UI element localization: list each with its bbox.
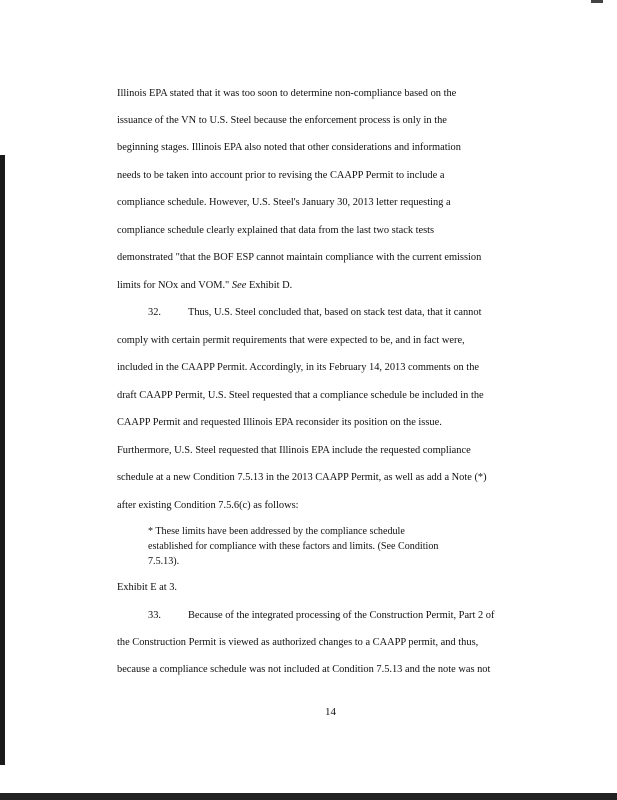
body-line <box>117 280 292 291</box>
page-number: 14 <box>325 706 336 718</box>
body-line: demonstrated "that the BOF ESP cannot maintain compliance with the current emission <box>117 252 482 263</box>
body-line: comply with certain permit requirements that were expected to be, and in fact were, <box>117 335 465 346</box>
body-text: Thus, U.S. Steel concluded that, based on stack test data, that it cannot <box>188 307 482 318</box>
body-line: compliance schedule. However, U.S. Steel's January 30, 2013 letter requesting a <box>117 197 451 208</box>
body-line: Furthermore, U.S. Steel requested that Illinois EPA include the requested compliance <box>117 445 471 456</box>
paragraph-32-first-line <box>148 307 481 318</box>
body-line: Exhibit E at 3. <box>117 582 178 593</box>
body-line: included in the CAAPP Permit. Accordingly, in its February 14, 2013 comments on the <box>117 362 479 373</box>
body-line: because a compliance schedule was not included at Condition 7.5.13 and the note was not <box>117 664 491 675</box>
body-line: draft CAAPP Permit, U.S. Steel requested that a compliance schedule be included in the <box>117 390 484 401</box>
body-line: compliance schedule clearly explained that data from the last two stack tests <box>117 225 435 236</box>
scan-artifact-top <box>591 0 603 3</box>
scan-artifact-left-edge <box>0 155 5 765</box>
body-line: issuance of the VN to U.S. Steel because the enforcement process is only in the <box>117 115 447 126</box>
body-text: Because of the integrated processing of the Construction Permit, Part 2 of <box>188 610 495 621</box>
body-text: limits for NOx and VOM." <box>117 280 230 291</box>
paragraph-number: 32. <box>148 307 161 318</box>
body-line: CAAPP Permit and requested Illinois EPA reconsider its position on the issue. <box>117 417 442 428</box>
body-line: after existing Condition 7.5.6(c) as follows: <box>117 500 299 511</box>
body-line: needs to be taken into account prior to revising the CAAPP Permit to include a <box>117 170 445 181</box>
citation-signal: See <box>231 280 247 291</box>
body-text: Exhibit D. <box>248 280 293 291</box>
body-line: beginning stages. Illinois EPA also noted that other considerations and information <box>117 142 461 153</box>
block-quote-line: 7.5.13). <box>148 556 180 567</box>
scan-artifact-bottom-edge <box>0 793 617 800</box>
paragraph-number: 33. <box>148 610 161 621</box>
block-quote-line: * These limits have been addressed by the compliance schedule <box>148 526 405 537</box>
body-line: the Construction Permit is viewed as authorized changes to a CAAPP permit, and thus, <box>117 637 479 648</box>
body-line: schedule at a new Condition 7.5.13 in the 2013 CAAPP Permit, as well as add a Note (*) <box>117 472 487 483</box>
body-line: Illinois EPA stated that it was too soon to determine non-compliance based on the <box>117 88 457 99</box>
paragraph-33-first-line <box>148 610 494 621</box>
block-quote-line: established for compliance with these factors and limits. (See Condition <box>148 541 439 552</box>
